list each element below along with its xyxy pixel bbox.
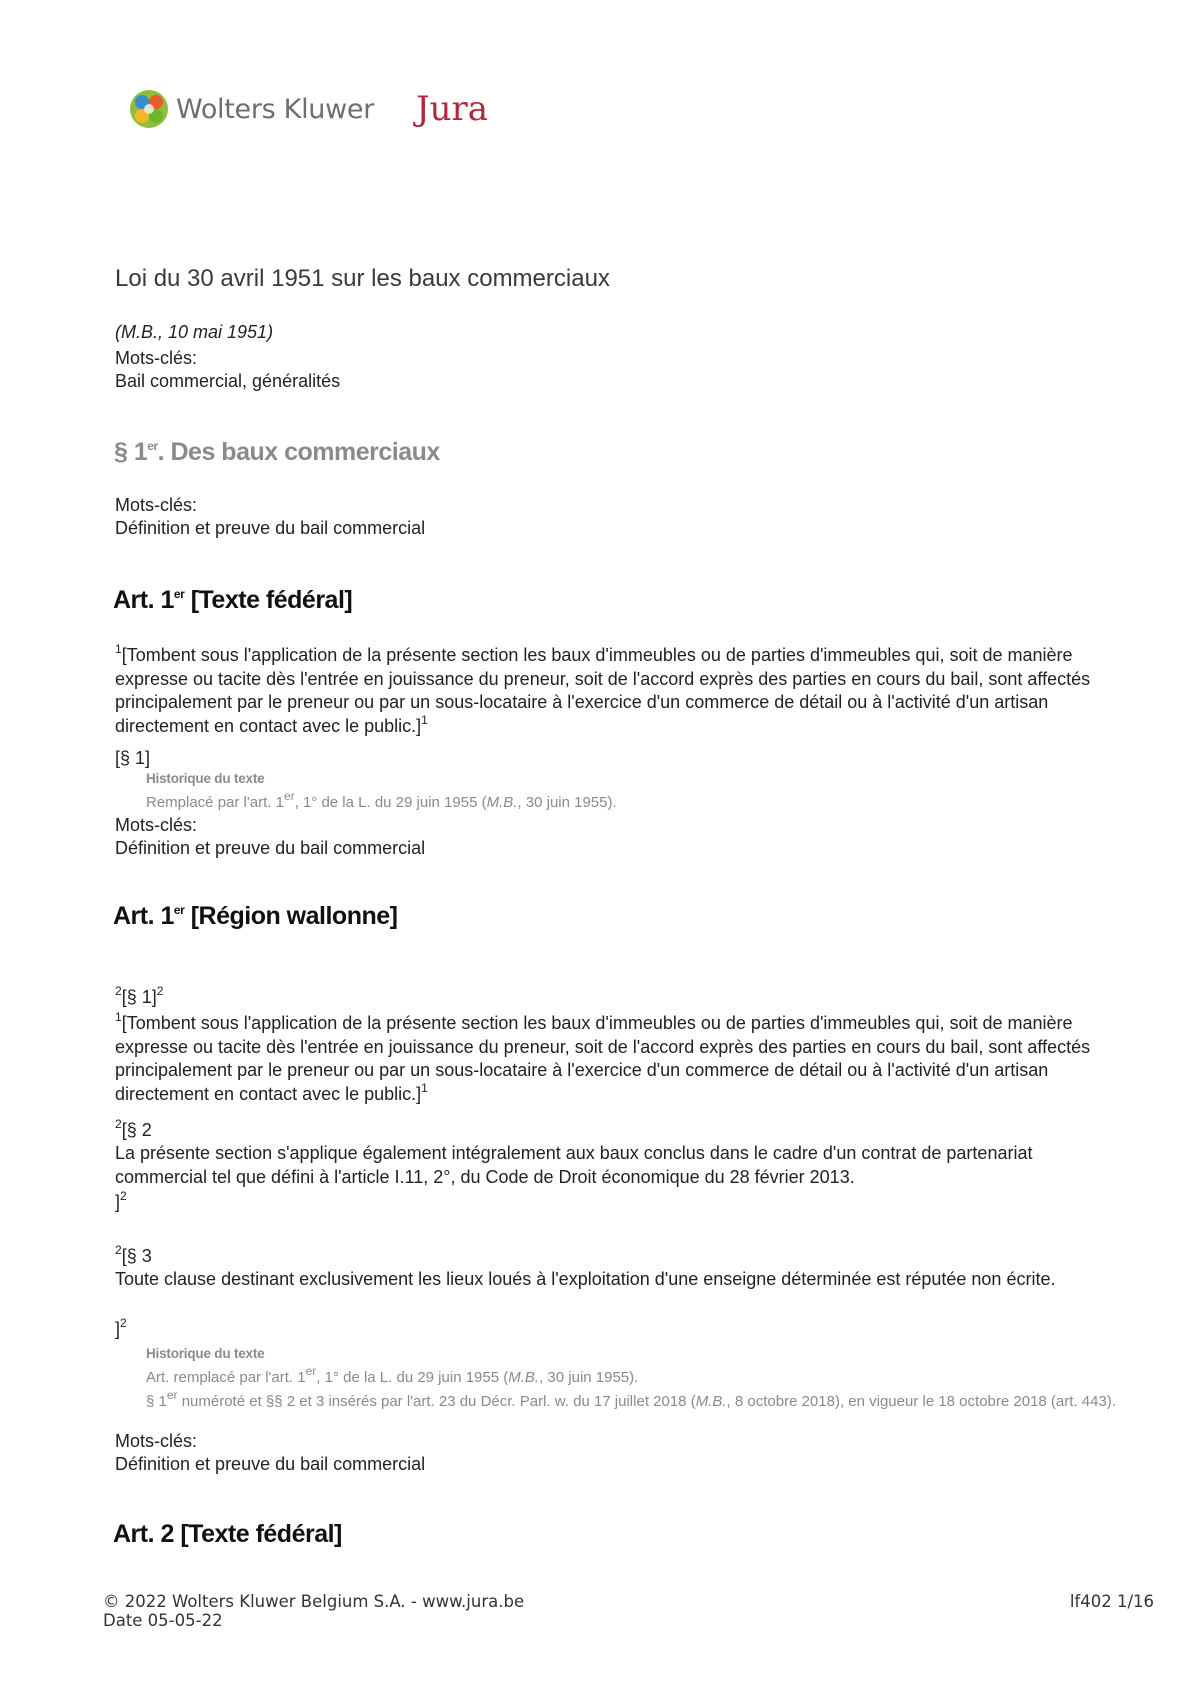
footnote-ref: 1 — [115, 1010, 122, 1024]
article-keywords-value: Définition et preuve du bail commercial — [115, 838, 426, 858]
paragraph-label: [§ 1] — [121, 987, 157, 1007]
history-text: , 1° de la L. du 29 juin 1955 ( — [316, 1369, 509, 1386]
history-text: , 1° de la L. du 29 juin 1955 ( — [294, 794, 487, 811]
keywords-label: Mots-clés: — [115, 348, 198, 368]
article-text: [Tombent sous l'application de la présente section les baux d'immeubles ou de parties d'immeubles qui, soit de manière expresse ou tacite dès l'entrée en jouissance du preneur, soit de l'accord exprès des parties en cours du bail, sont affectés principalement par le preneur ou par un sous-locataire à l'exercice d'un commerce de détail ou à l'activité d'un artisan directement en contact avec le public.] — [115, 1013, 1091, 1104]
paragraph-2-text: La présente section s'applique également intégralement aux baux conclus dans le cadre d'un contrat de partenariat commercial tel que défini à l'article I.11, 2°, du Code de Droit économique du 28 février 2013. — [115, 1143, 1033, 1187]
section-number: § 1 — [114, 438, 148, 466]
footer-date: Date 05-05-22 — [103, 1611, 223, 1630]
article-number: Art. 1 — [113, 902, 174, 930]
section-keywords-label: Mots-clés: — [115, 495, 198, 515]
paragraph-label: [§ 2 — [121, 1120, 152, 1140]
history-sup: er — [305, 1364, 317, 1378]
footnote-ref: 1 — [421, 712, 428, 727]
publisher-logo — [128, 84, 488, 134]
history-label: Historique du texte — [146, 1346, 265, 1361]
article-text: [Tombent sous l'application de la présente section les baux d'immeubles ou de parties d'immeubles qui, soit de manière expresse ou tacite dès l'entrée en jouissance du preneur, soit de l'accord exprès des parties en cours du bail, sont affectés principalement par le preneur ou par un sous-locataire à l'exercice d'un commerce de détail ou à l'activité d'un artisan directement en contact avec le public.] — [115, 645, 1091, 736]
history-entry — [146, 789, 617, 812]
document-title: Loi du 30 avril 1951 sur les baux commerciaux — [115, 265, 610, 292]
paragraph-1-ref — [115, 986, 163, 1009]
history-sup: er — [283, 789, 295, 803]
paragraph-3-close — [115, 1318, 127, 1341]
history-text: , 30 juin 1955). — [539, 1369, 639, 1386]
footnote-ref: 1 — [115, 642, 122, 656]
history-mb: M.B. — [508, 1369, 540, 1386]
history-sup: er — [166, 1388, 178, 1402]
article-keywords-value: Définition et preuve du bail commercial — [115, 1454, 426, 1474]
article-sup: er — [173, 902, 185, 917]
product-name: Jura — [416, 89, 489, 129]
article-label: [Texte fédéral] — [184, 586, 353, 614]
section-title — [114, 438, 440, 467]
history-entry-2 — [146, 1388, 1146, 1411]
footnote-ref: 2 — [115, 984, 122, 998]
brand-name: Wolters Kluwer — [176, 93, 374, 125]
article-sup: er — [173, 586, 185, 601]
history-text: Art. remplacé par l'art. 1 — [146, 1369, 306, 1386]
history-text: , 30 juin 1955). — [517, 794, 617, 811]
footnote-ref: 2 — [115, 1243, 122, 1257]
article-number: Art. 1 — [113, 586, 174, 614]
article-2-federal-title: Art. 2 [Texte fédéral] — [113, 1520, 342, 1548]
history-text: Remplacé par l'art. 1 — [146, 794, 284, 811]
history-text: numéroté et §§ 2 et 3 insérés par l'art. 23 du Décr. Parl. w. du 17 juillet 2018 ( — [177, 1393, 696, 1410]
paragraph-3-label — [115, 1245, 152, 1268]
footer-copyright: © 2022 Wolters Kluwer Belgium S.A. - www.jura.be — [103, 1592, 525, 1611]
paragraph-label: [§ 3 — [121, 1246, 152, 1266]
footnote-ref: 2 — [120, 1189, 127, 1203]
article-1-federal-text — [115, 644, 1125, 738]
bracket: ] — [115, 1319, 121, 1339]
keywords-value: Bail commercial, généralités — [115, 371, 341, 391]
bracket: ] — [115, 1192, 121, 1212]
history-mb: M.B. — [486, 794, 518, 811]
publication-source: (M.B., 10 mai 1951) — [115, 322, 274, 342]
article-keywords-label: Mots-clés: — [115, 1431, 198, 1451]
history-text: , 8 octobre 2018), en vigueur le 18 octobre 2018 (art. 443). — [726, 1393, 1116, 1410]
history-entry-1 — [146, 1364, 639, 1387]
paragraph-2-close — [115, 1191, 127, 1214]
article-1-federal-title — [113, 586, 352, 615]
paragraph-2-label — [115, 1119, 152, 1142]
footer-page-ref: lf402 1/16 — [1069, 1592, 1154, 1611]
article-1-wallonia-title — [113, 902, 397, 931]
footnote-ref: 2 — [120, 1316, 127, 1330]
paragraph-ref: [§ 1] — [115, 748, 151, 768]
history-text: § 1 — [146, 1393, 167, 1410]
history-label: Historique du texte — [146, 771, 265, 786]
paragraph-3-text: Toute clause destinant exclusivement les lieux loués à l'exploitation d'une enseigne déterminée est réputée non écrite. — [115, 1269, 1056, 1289]
footnote-ref: 2 — [156, 984, 164, 998]
wolters-kluwer-globe-icon — [128, 88, 170, 130]
history-mb: M.B. — [695, 1393, 727, 1410]
footnote-ref: 2 — [115, 1117, 122, 1131]
section-name: . Des baux commerciaux — [157, 438, 440, 466]
section-sup: er — [147, 438, 158, 453]
article-1-wallonia-text — [115, 1012, 1125, 1106]
section-keywords-value: Définition et preuve du bail commercial — [115, 518, 426, 538]
footnote-ref: 1 — [421, 1080, 428, 1095]
article-keywords-label: Mots-clés: — [115, 815, 198, 835]
article-label: [Région wallonne] — [184, 902, 398, 930]
